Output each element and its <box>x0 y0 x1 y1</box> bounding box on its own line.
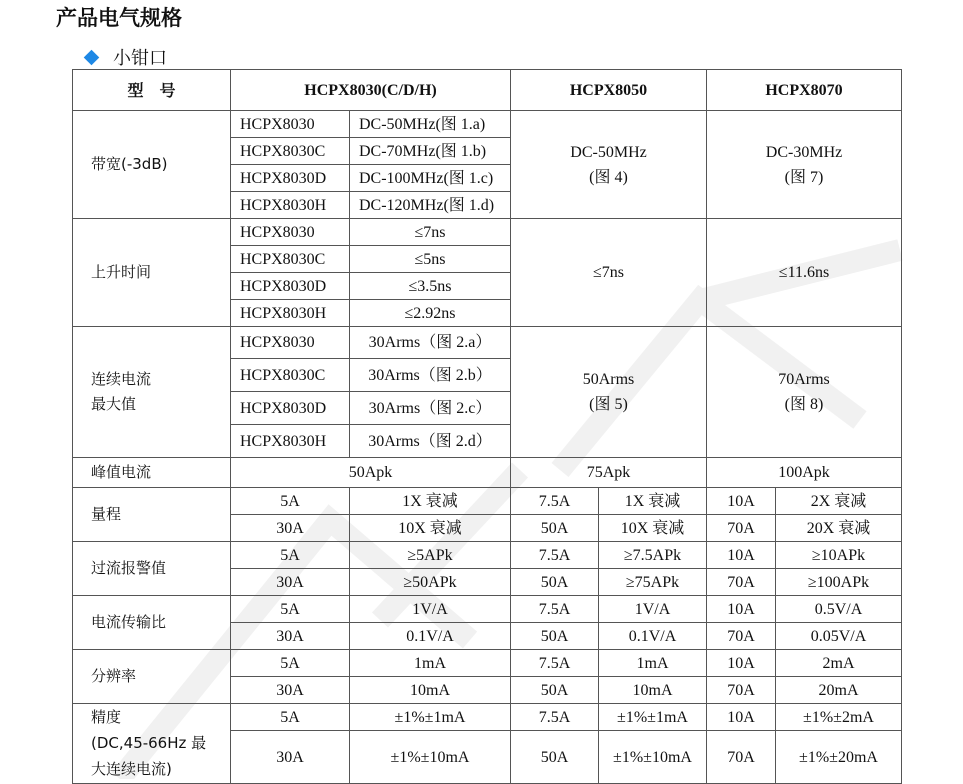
cc-value: 30Arms（图 2.a） <box>350 327 511 359</box>
range-8070: 10A <box>707 650 776 677</box>
bw-8070-figure: (图 7) <box>784 168 824 186</box>
range-8030: 5A <box>231 488 350 515</box>
range-8070: 70A <box>707 515 776 542</box>
range-8070: 10A <box>707 704 776 731</box>
rise-time-row <box>73 219 902 246</box>
value-8050: 1mA <box>599 650 707 677</box>
cc-8050-value: 50Arms <box>582 371 635 388</box>
bw-value: DC-70MHz(图 1.b) <box>350 138 511 165</box>
range-8070: 10A <box>707 488 776 515</box>
range-8070: 10A <box>707 542 776 569</box>
resolution-row <box>73 650 902 677</box>
rt-value: ≤7ns <box>350 219 511 246</box>
range-8030: 5A <box>231 542 350 569</box>
bandwidth-row <box>73 111 902 138</box>
value-8050: ≥7.5APk <box>599 542 707 569</box>
bw-hcpx8070 <box>707 111 902 219</box>
rt-model: HCPX8030D <box>231 273 350 300</box>
cc-label-line1: 连续电流 <box>91 370 152 388</box>
range-8070: 10A <box>707 596 776 623</box>
spec-table <box>72 69 902 784</box>
bandwidth-label: 带宽(-3dB) <box>73 111 231 219</box>
header-row <box>73 70 902 111</box>
range-8030: 30A <box>231 569 350 596</box>
cc-8070-value: 70Arms <box>778 371 830 388</box>
range-8050: 50A <box>511 677 599 704</box>
range-8030: 30A <box>231 515 350 542</box>
accuracy-label-line1: 精度 <box>91 708 122 726</box>
value-8070: 0.05V/A <box>776 623 902 650</box>
accuracy-label-line2: (DC,45-66Hz 最 <box>91 734 207 752</box>
peak-hcpx8070: 100Apk <box>707 458 902 488</box>
range-8030: 30A <box>231 731 350 784</box>
value-8070: 20mA <box>776 677 902 704</box>
value-8030: 10mA <box>350 677 511 704</box>
peak-hcpx8050: 75Apk <box>511 458 707 488</box>
value-8050: 1V/A <box>599 596 707 623</box>
rise-time-label: 上升时间 <box>73 219 231 327</box>
bw-model: HCPX8030D <box>231 165 350 192</box>
range-8030: 5A <box>231 596 350 623</box>
range-8050: 7.5A <box>511 488 599 515</box>
continuous-current-label <box>73 327 231 458</box>
peak-current-label: 峰值电流 <box>73 458 231 488</box>
range-8050: 7.5A <box>511 596 599 623</box>
range-8050: 50A <box>511 623 599 650</box>
cc-model: HCPX8030D <box>231 392 350 425</box>
cc-hcpx8050 <box>511 327 707 458</box>
value-8070: 2X 衰减 <box>776 488 902 515</box>
value-8070: 20X 衰减 <box>776 515 902 542</box>
cc-model: HCPX8030H <box>231 425 350 458</box>
value-8050: 1X 衰减 <box>599 488 707 515</box>
range-8050: 50A <box>511 569 599 596</box>
transfer-ratio-row <box>73 596 902 623</box>
range-8070: 70A <box>707 623 776 650</box>
value-8070: ±1%±20mA <box>776 731 902 784</box>
transfer-ratio-label: 电流传输比 <box>73 596 231 650</box>
value-8050: 10mA <box>599 677 707 704</box>
value-8030: 0.1V/A <box>350 623 511 650</box>
value-8050: ±1%±1mA <box>599 704 707 731</box>
range-8030: 5A <box>231 650 350 677</box>
value-8030: ±1%±1mA <box>350 704 511 731</box>
cc-model: HCPX8030C <box>231 359 350 392</box>
cc-value: 30Arms（图 2.c） <box>350 392 511 425</box>
accuracy-row <box>73 704 902 731</box>
cc-8050-figure: (图 5) <box>589 396 628 413</box>
cc-value: 30Arms（图 2.d） <box>350 425 511 458</box>
range-8050: 50A <box>511 731 599 784</box>
rt-value: ≤5ns <box>350 246 511 273</box>
continuous-current-row <box>73 327 902 359</box>
range-8070: 70A <box>707 731 776 784</box>
bw-8050-figure: (图 4) <box>589 168 628 186</box>
diamond-bullet-icon <box>84 49 100 65</box>
section-title: 小钳口 <box>113 48 167 69</box>
section-heading <box>82 44 167 70</box>
cc-model: HCPX8030 <box>231 327 350 359</box>
peak-hcpx8030: 50Apk <box>231 458 511 488</box>
overcurrent-label: 过流报警值 <box>73 542 231 596</box>
header-hcpx8030: HCPX8030(C/D/H) <box>231 70 511 111</box>
value-8050: ≥75APk <box>599 569 707 596</box>
rt-hcpx8050: ≤7ns <box>511 219 707 327</box>
header-hcpx8050: HCPX8050 <box>511 70 707 111</box>
value-8070: ≥10APk <box>776 542 902 569</box>
value-8030: 1X 衰减 <box>350 488 511 515</box>
value-8030: ≥5APk <box>350 542 511 569</box>
value-8030: 1V/A <box>350 596 511 623</box>
range-8050: 50A <box>511 515 599 542</box>
range-8050: 7.5A <box>511 542 599 569</box>
bw-8050-value: DC-50MHz <box>570 143 647 161</box>
bw-model: HCPX8030C <box>231 138 350 165</box>
bw-value: DC-120MHz(图 1.d) <box>350 192 511 219</box>
accuracy-label-line3: 大连续电流) <box>91 760 172 778</box>
range-8030: 5A <box>231 704 350 731</box>
bw-8070-value: DC-30MHz <box>765 143 843 161</box>
cc-value: 30Arms（图 2.b） <box>350 359 511 392</box>
rt-value: ≤2.92ns <box>350 300 511 327</box>
cc-8070-figure: (图 8) <box>784 396 824 413</box>
rt-model: HCPX8030H <box>231 300 350 327</box>
header-model: 型 号 <box>73 70 231 111</box>
cc-hcpx8070 <box>707 327 902 458</box>
range-8030: 30A <box>231 677 350 704</box>
page-title: 产品电气规格 <box>56 6 182 30</box>
peak-current-row <box>73 458 902 488</box>
value-8030: 10X 衰减 <box>350 515 511 542</box>
resolution-label: 分辨率 <box>73 650 231 704</box>
accuracy-label <box>73 704 231 784</box>
bw-hcpx8050 <box>511 111 707 219</box>
value-8050: 10X 衰减 <box>599 515 707 542</box>
value-8030: ±1%±10mA <box>350 731 511 784</box>
value-8050: ±1%±10mA <box>599 731 707 784</box>
range-8050: 7.5A <box>511 704 599 731</box>
range-8070: 70A <box>707 677 776 704</box>
value-8050: 0.1V/A <box>599 623 707 650</box>
value-8070: 2mA <box>776 650 902 677</box>
bw-value: DC-50MHz(图 1.a) <box>350 111 511 138</box>
value-8070: ≥100APk <box>776 569 902 596</box>
range-label: 量程 <box>73 488 231 542</box>
value-8030: 1mA <box>350 650 511 677</box>
rt-model: HCPX8030 <box>231 219 350 246</box>
cc-label-line2: 最大值 <box>91 395 137 413</box>
header-hcpx8070: HCPX8070 <box>707 70 902 111</box>
range-8030: 30A <box>231 623 350 650</box>
range-row <box>73 488 902 515</box>
value-8070: ±1%±2mA <box>776 704 902 731</box>
bw-model: HCPX8030 <box>231 111 350 138</box>
rt-model: HCPX8030C <box>231 246 350 273</box>
rt-hcpx8070: ≤11.6ns <box>707 219 902 327</box>
rt-value: ≤3.5ns <box>350 273 511 300</box>
bw-model: HCPX8030H <box>231 192 350 219</box>
range-8050: 7.5A <box>511 650 599 677</box>
value-8030: ≥50APk <box>350 569 511 596</box>
bw-value: DC-100MHz(图 1.c) <box>350 165 511 192</box>
value-8070: 0.5V/A <box>776 596 902 623</box>
range-8070: 70A <box>707 569 776 596</box>
overcurrent-row <box>73 542 902 569</box>
